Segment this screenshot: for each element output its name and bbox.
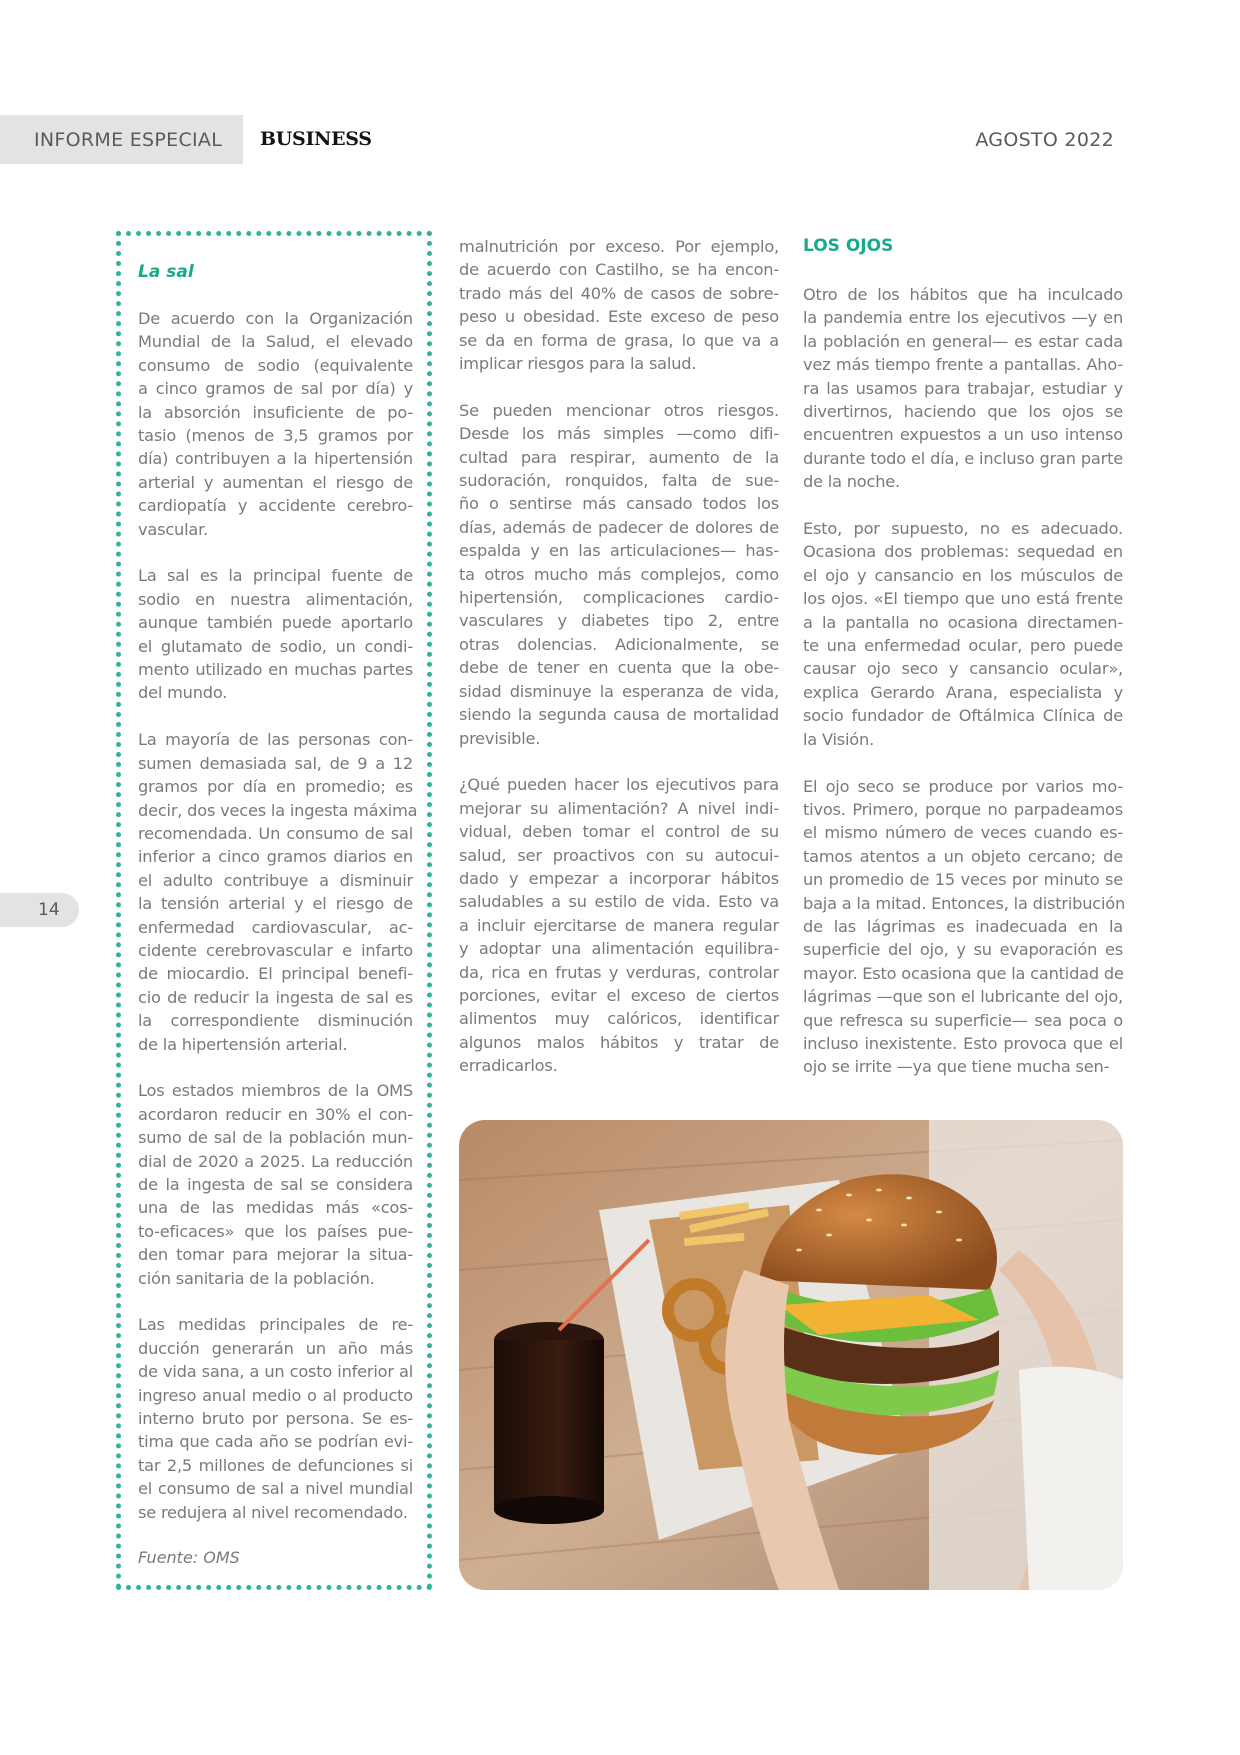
text-line: la tensión arterial y el riesgo de	[138, 894, 413, 914]
text-line: otras dolencias. Adicionalmente, se	[459, 634, 779, 654]
paragraph	[459, 773, 779, 1077]
article-column-3	[803, 283, 1126, 1102]
text-line: La mayoría de las personas con-	[138, 730, 413, 750]
text-line: Otro de los hábitos que ha inculcado	[803, 285, 1123, 304]
text-line: de vida sana, a un costo inferior al	[138, 1362, 413, 1382]
text-line: ta otros mucho más complejos, como	[459, 564, 779, 584]
text-line: tivos. Primero, porque no parpadeamos	[803, 799, 1123, 819]
text-line: den tomar para mejorar la situa-	[138, 1245, 413, 1265]
text-line: de la ingesta de sal se considera	[138, 1174, 413, 1194]
paragraph	[803, 775, 1126, 1079]
text-line: previsible.	[459, 728, 541, 748]
text-line: Ocasiona dos problemas: sequedad en	[803, 542, 1123, 562]
text-line: algunos malos hábitos y tratar de	[459, 1032, 779, 1052]
paragraph	[803, 283, 1123, 494]
text-line: cardiopatía y accidente cerebro-	[138, 496, 413, 516]
text-line: arterial y aumentan el riesgo de	[138, 472, 413, 492]
text-line: inferior a cinco gramos diarios en	[138, 847, 413, 867]
text-line: erradicarlos.	[459, 1056, 558, 1076]
text-line: vascular.	[138, 519, 209, 539]
page-number: 14	[38, 900, 60, 920]
text-line: recomendada. Un consumo de sal	[138, 823, 413, 843]
text-line: se redujera al nivel recomendado.	[138, 1502, 408, 1522]
text-line: consumo de sodio (equivalente	[138, 355, 413, 375]
text-line: dial de 2020 a 2025. La reducción	[138, 1151, 413, 1171]
text-line: hipertensión, complicaciones cardio-	[459, 588, 779, 608]
text-line: malnutrición por exceso. Por ejemplo,	[459, 237, 779, 256]
paragraph	[138, 1079, 413, 1290]
text-line: mento utilizado en muchas partes	[138, 660, 413, 680]
section-label: INFORME ESPECIAL	[34, 129, 223, 151]
text-line: Los estados miembros de la OMS	[138, 1081, 413, 1101]
text-line: tasio (menos de 3,5 gramos por	[138, 426, 413, 446]
paragraph	[138, 728, 418, 1056]
text-line: un promedio de 15 veces por minuto se	[803, 870, 1123, 890]
text-line: los ojos. «El tiempo que uno está frente	[803, 589, 1123, 609]
text-line: de la noche.	[803, 472, 900, 492]
text-line: ción sanitaria de la población.	[138, 1268, 375, 1288]
text-line: día) contribuyen a la hipertensión	[138, 449, 413, 469]
text-line: trado más del 40% de casos de sobre-	[459, 283, 779, 303]
text-line: de miocardio. El principal benefi-	[138, 964, 413, 984]
text-line: lágrimas —que son el lubricante del ojo,	[803, 987, 1123, 1007]
text-line: tima que cada año se podrían evi-	[138, 1432, 413, 1452]
text-line: superficie del ojo, y su evaporación es	[803, 940, 1123, 960]
text-line: debe de tener en cuenta que la obe-	[459, 658, 779, 678]
text-line: implicar riesgos para la salud.	[459, 354, 697, 374]
text-line: el adulto contribuye a disminuir	[138, 870, 413, 890]
text-line: vez más tiempo frente a pantallas. Aho-	[803, 355, 1123, 375]
text-line: porciones, evitar el exceso de ciertos	[459, 985, 779, 1005]
magazine-brand: BUSINESS	[260, 128, 372, 150]
text-line: se da en forma de grasa, lo que va a	[459, 330, 779, 350]
text-line: ra las usamos para trabajar, estudiar y	[803, 378, 1123, 398]
text-line: Desde los más simples —como difi-	[459, 424, 779, 444]
text-line: vasculares y diabetes tipo 2, entre	[459, 611, 779, 631]
text-line: de las lágrimas es inadecuada en la	[803, 916, 1123, 936]
text-line: mayor. Esto ocasiona que la cantidad de	[803, 963, 1124, 983]
text-line: el consumo de sal a nivel mundial	[138, 1479, 413, 1499]
text-line: socio fundador de Oftálmica Clínica de	[803, 706, 1123, 726]
text-line: incluso inexistente. Esto provoca que el	[803, 1033, 1123, 1053]
text-line: causar ojo seco y cansancio ocular»,	[803, 659, 1123, 679]
sidebar-text	[138, 307, 418, 1547]
text-line: decir, dos veces la ingesta máxima	[138, 800, 418, 820]
text-line: la Visión.	[803, 729, 875, 749]
text-line: a la pantalla no ocasiona directamen-	[803, 612, 1123, 632]
text-line: sudoración, ronquidos, falta de sue-	[459, 471, 779, 491]
text-line: Esto, por supuesto, no es adecuado.	[803, 519, 1123, 539]
text-line: el mismo número de veces cuando es-	[803, 823, 1123, 843]
text-line: interno bruto por persona. Se es-	[138, 1409, 413, 1429]
paragraph	[459, 399, 779, 750]
text-line: to-eficaces» que los países pue-	[138, 1221, 413, 1241]
text-line: enfermedad cardiovascular, ac-	[138, 917, 413, 937]
text-line: baja a la mitad. Entonces, la distribución	[803, 893, 1126, 913]
sidebar-title: La sal	[138, 262, 194, 282]
paragraph	[138, 564, 413, 704]
text-line: siendo la segunda causa de mortalidad	[459, 705, 779, 725]
text-line: divertirnos, haciendo que los ojos se	[803, 402, 1123, 422]
text-line: mejorar su alimentación? A nivel indi-	[459, 798, 779, 818]
text-line: que refresca su superficie— sea poca o	[803, 1010, 1123, 1030]
text-line: sumo de sal de la población mun-	[138, 1128, 413, 1148]
text-line: espalda y en las articulaciones— has-	[459, 541, 779, 561]
text-line: de la hipertensión arterial.	[138, 1034, 348, 1054]
text-line: La sal es la principal fuente de	[138, 566, 413, 586]
paragraph	[803, 517, 1123, 751]
text-line: salud, ser proactivos con su autocui-	[459, 845, 779, 865]
text-line: a cinco gramos de sal por día) y	[138, 379, 413, 399]
text-line: acordaron reducir en 30% el con-	[138, 1104, 413, 1124]
text-line: tar 2,5 millones de defunciones si	[138, 1455, 413, 1475]
text-line: vidual, deben tomar el control de su	[459, 822, 779, 842]
burger-photo	[459, 1120, 1123, 1590]
text-line: Mundial de la Salud, el elevado	[138, 332, 413, 352]
text-line: ducción generarán un año más	[138, 1338, 413, 1358]
text-line: ¿Qué pueden hacer los ejecutivos para	[459, 775, 779, 795]
text-line: la población en general— es estar cada	[803, 331, 1123, 351]
section-heading-los-ojos: LOS OJOS	[803, 236, 894, 256]
text-line: de acuerdo con Castilho, se ha encon-	[459, 260, 779, 280]
text-line: tamos atentos a un objeto cercano; de	[803, 846, 1123, 866]
text-line: durante todo el día, e incluso gran parte	[803, 448, 1123, 468]
text-line: sidad disminuye la esperanza de vida,	[459, 681, 779, 701]
text-line: la pandemia entre los ejecutivos —y en	[803, 308, 1123, 328]
sidebar-source: Fuente: OMS	[138, 1548, 240, 1567]
text-line: la absorción insuficiente de po-	[138, 402, 413, 422]
text-line: saludables a su estilo de vida. Esto va	[459, 892, 779, 912]
paragraph	[459, 235, 779, 375]
text-line: ño o sentirse más cansado todos los	[459, 494, 779, 514]
text-line: una de las medidas más «cos-	[138, 1198, 413, 1218]
text-line: peso u obesidad. Este exceso de peso	[459, 307, 779, 327]
text-line: ojo se irrite —ya que tiene mucha sen-	[803, 1057, 1110, 1077]
text-line: sumen demasiada sal, de 9 a 12	[138, 753, 413, 773]
text-line: gramos por día en promedio; es	[138, 777, 413, 797]
text-line: cultad para respirar, aumento de la	[459, 447, 779, 467]
paragraph	[138, 307, 413, 541]
text-line: días, además de padecer de dolores de	[459, 517, 779, 537]
article-column-2	[459, 235, 779, 1101]
text-line: encuentren expuestos a un uso intenso	[803, 425, 1123, 445]
text-line: te una enfermedad ocular, pero puede	[803, 636, 1123, 656]
text-line: alimentos muy calóricos, identificar	[459, 1009, 779, 1029]
text-line: sodio en nuestra alimentación,	[138, 589, 413, 609]
issue-date: AGOSTO 2022	[975, 129, 1114, 151]
text-line: da, rica en frutas y verduras, controlar	[459, 962, 779, 982]
text-line: del mundo.	[138, 683, 228, 703]
text-line: El ojo seco se produce por varios mo-	[803, 776, 1123, 796]
paragraph	[138, 1313, 413, 1524]
text-line: cidente cerebrovascular e infarto	[138, 940, 413, 960]
text-line: el glutamato de sodio, un condi-	[138, 636, 413, 656]
text-line: ingreso anual medio o al producto	[138, 1385, 413, 1405]
text-line: a incluir ejercitarse de manera regular	[459, 915, 779, 935]
text-line: y adoptar una alimentación equilibra-	[459, 939, 779, 959]
text-line: De acuerdo con la Organización	[138, 309, 413, 328]
text-line: la correspondiente disminución	[138, 1011, 413, 1031]
text-line: Las medidas principales de re-	[138, 1315, 413, 1335]
text-line: explica Gerardo Arana, especialista y	[803, 682, 1123, 702]
text-line: cio de reducir la ingesta de sal es	[138, 987, 413, 1007]
text-line: Se pueden mencionar otros riesgos.	[459, 400, 779, 420]
text-line: dado y empezar a incorporar hábitos	[459, 868, 779, 888]
text-line: aunque también puede aportarlo	[138, 613, 413, 633]
text-line: el ojo y cansancio en los músculos de	[803, 565, 1123, 585]
